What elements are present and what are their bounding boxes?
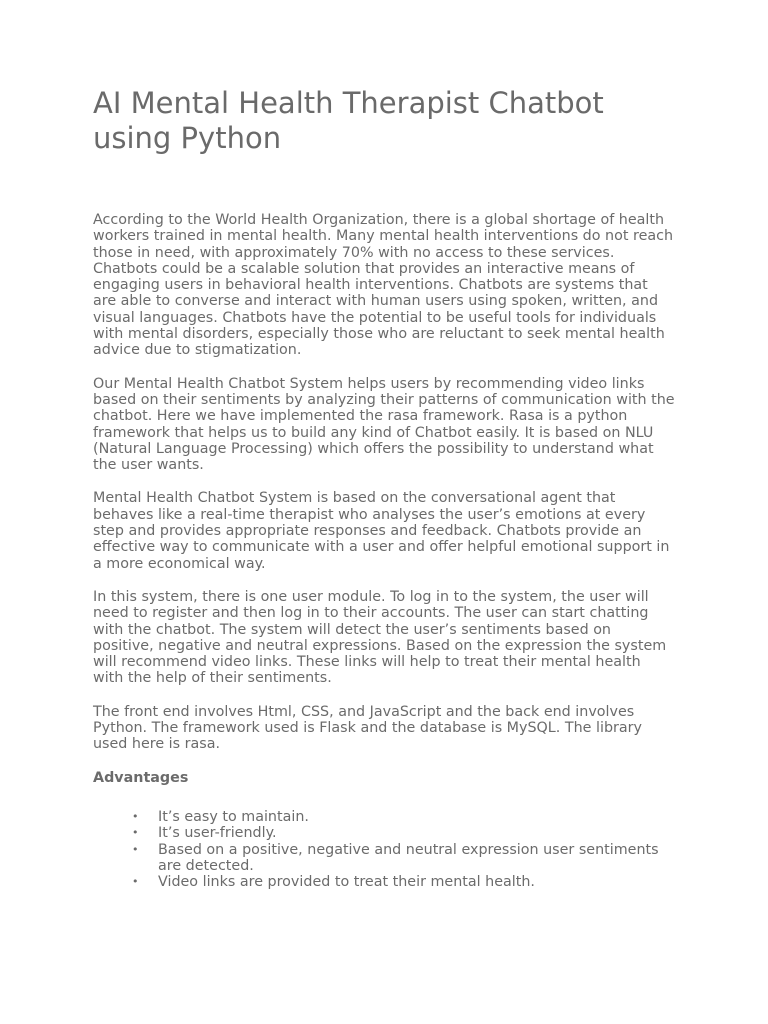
bullet-icon: • [132, 842, 139, 856]
list-item-text: It’s user-friendly. [158, 825, 277, 842]
list-item [132, 874, 678, 891]
paragraph-who-shortage: According to the World Health Organization, there is a global shortage of health workers trained in mental health. Many mental health interventions do not reach those in need, with approximately 70% with no access to these services. Chatbots could be a scalable solution that provides an interactive means of engaging users in behavioral health interventions. Chatbots are systems that are able to converse and interact with human users using spoken, written, and visual languages. Chatbots have the potential to be useful tools for individuals with mental disorders, especially those who are reluctant to seek mental health advice due to stigmatization. [93, 212, 674, 359]
list-item [132, 825, 678, 842]
bullet-icon: • [132, 826, 139, 840]
paragraph-system-overview: Our Mental Health Chatbot System helps users by recommending video links based on their sentiments by analyzing their patterns of communication with the chatbot. Here we have implemented the rasa framework. Rasa is a python framework that helps us to build any kind of Chatbot easily. It is based on NLU (Natural Language Processing) which offers the possibility to understand what the user wants. [93, 375, 675, 474]
list-item [132, 841, 678, 875]
advantages-heading: Advantages [93, 769, 189, 786]
advantages-list [93, 809, 678, 890]
paragraph-conversational-agent: Mental Health Chatbot System is based on the conversational agent that behaves like a real-time therapist who analyses the user’s emotions at every step and provides appropriate responses and feedback. Chatbots provide an effective way to communicate with a user and offer helpful emotional support in a more economical way. [93, 490, 670, 572]
list-item-text: Video links are provided to treat their mental health. [158, 874, 535, 891]
list-item [132, 808, 678, 825]
bullet-icon: • [132, 809, 139, 823]
paragraph-user-module: In this system, there is one user module. To log in to the system, the user will need to register and then log in to their accounts. The user can start chatting with the chatbot. The system will detect the user’s sentiments based on positive, negative and neutral expressions. Based on the expression the system will recommend video links. These links will help to treat their mental health with the help of their sentiments. [93, 588, 667, 687]
document-title: AI Mental Health Therapist Chatbot using Python [93, 86, 604, 155]
list-item-text: Based on a positive, negative and neutral expression user sentiments are detected. [158, 841, 659, 874]
paragraph-tech-stack: The front end involves Html, CSS, and JavaScript and the back end involves Python. The framework used is Flask and the database is MySQL. The library used here is rasa. [93, 703, 642, 753]
bullet-icon: • [132, 875, 139, 889]
list-item-text: It’s easy to maintain. [158, 808, 309, 825]
